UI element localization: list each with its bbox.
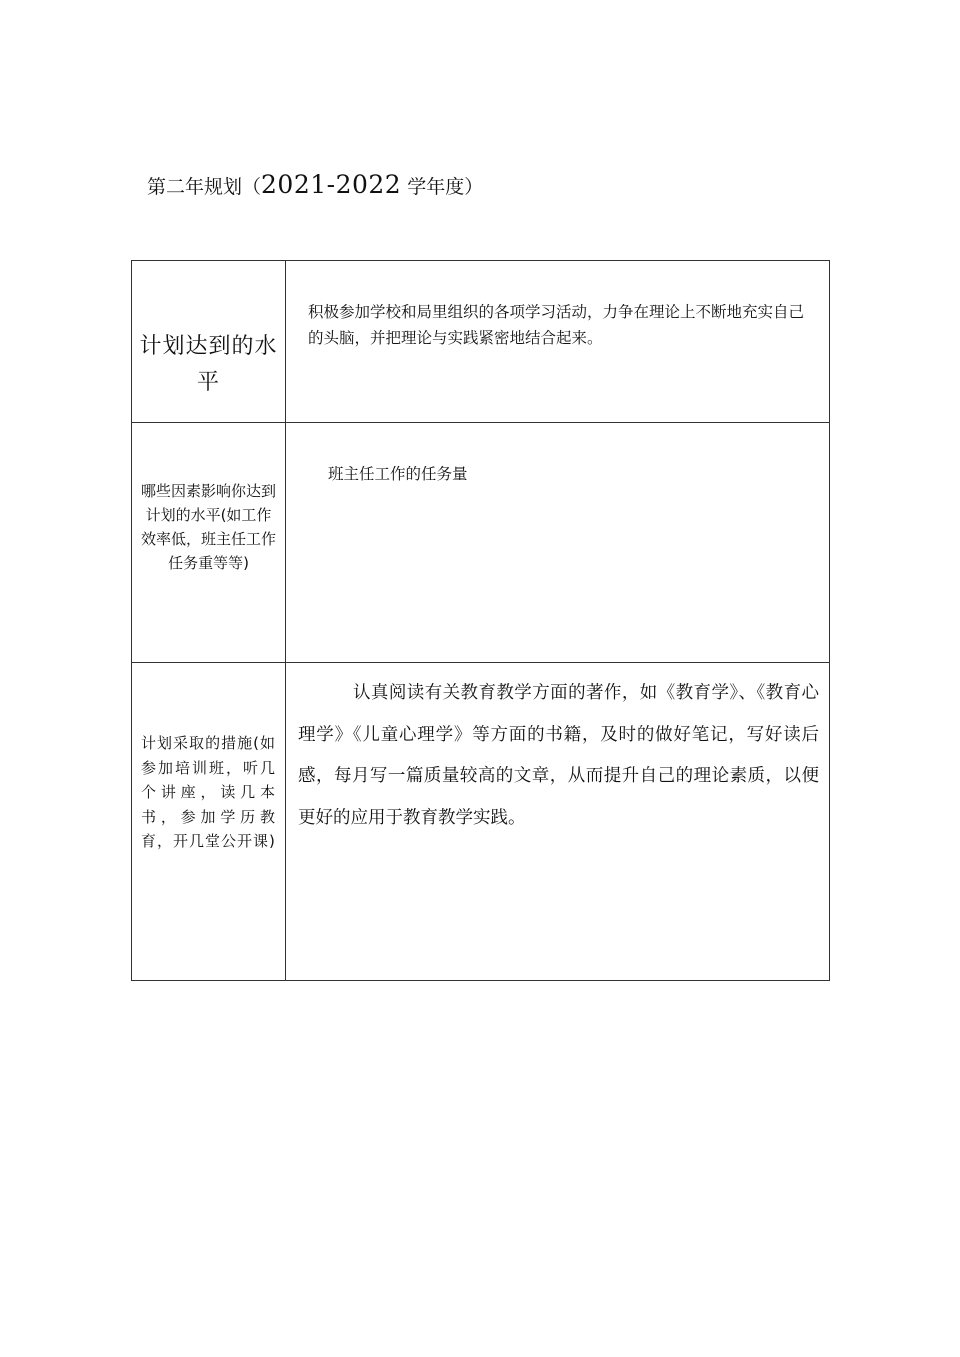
- row-content-cell: [286, 423, 830, 663]
- title-prefix: 第二年规划（: [147, 176, 262, 198]
- table-row: [132, 663, 830, 981]
- table-row: [132, 261, 830, 423]
- row-content-cell: [286, 663, 830, 981]
- row-label: 计划采取的措施(如参加培训班，听几个讲座，读几本书，参加学历教育，开几堂公开课): [141, 734, 276, 850]
- table-row: [132, 423, 830, 663]
- row-label-cell: [132, 423, 286, 663]
- row-label: 计划达到的水平: [139, 334, 278, 395]
- row-label-cell: [132, 261, 286, 423]
- page-title: [147, 170, 483, 202]
- row-content: 积极参加学校和局里组织的各项学习活动，力争在理论上不断地充实自己的头脑，并把理论与实践紧密地结合起来。: [308, 303, 805, 347]
- row-label: 哪些因素影响你达到计划的水平(如工作效率低，班主任工作任务重等等): [140, 482, 276, 572]
- row-label-cell: [132, 663, 286, 981]
- title-suffix: 学年度）: [401, 176, 484, 198]
- row-content-cell: [286, 261, 830, 423]
- title-years: 2021-2022: [261, 170, 402, 199]
- plan-table: [131, 260, 830, 981]
- row-content: 认真阅读有关教育教学方面的著作，如《教育学》、《教育心理学》《儿童心理学》等方面的书籍，及时的做好笔记，写好读后感，每月写一篇质量较高的文章，从而提升自己的理论素质，以便更好的应用于教育教学实践。: [298, 683, 819, 828]
- row-content: 班主任工作的任务量: [328, 465, 468, 483]
